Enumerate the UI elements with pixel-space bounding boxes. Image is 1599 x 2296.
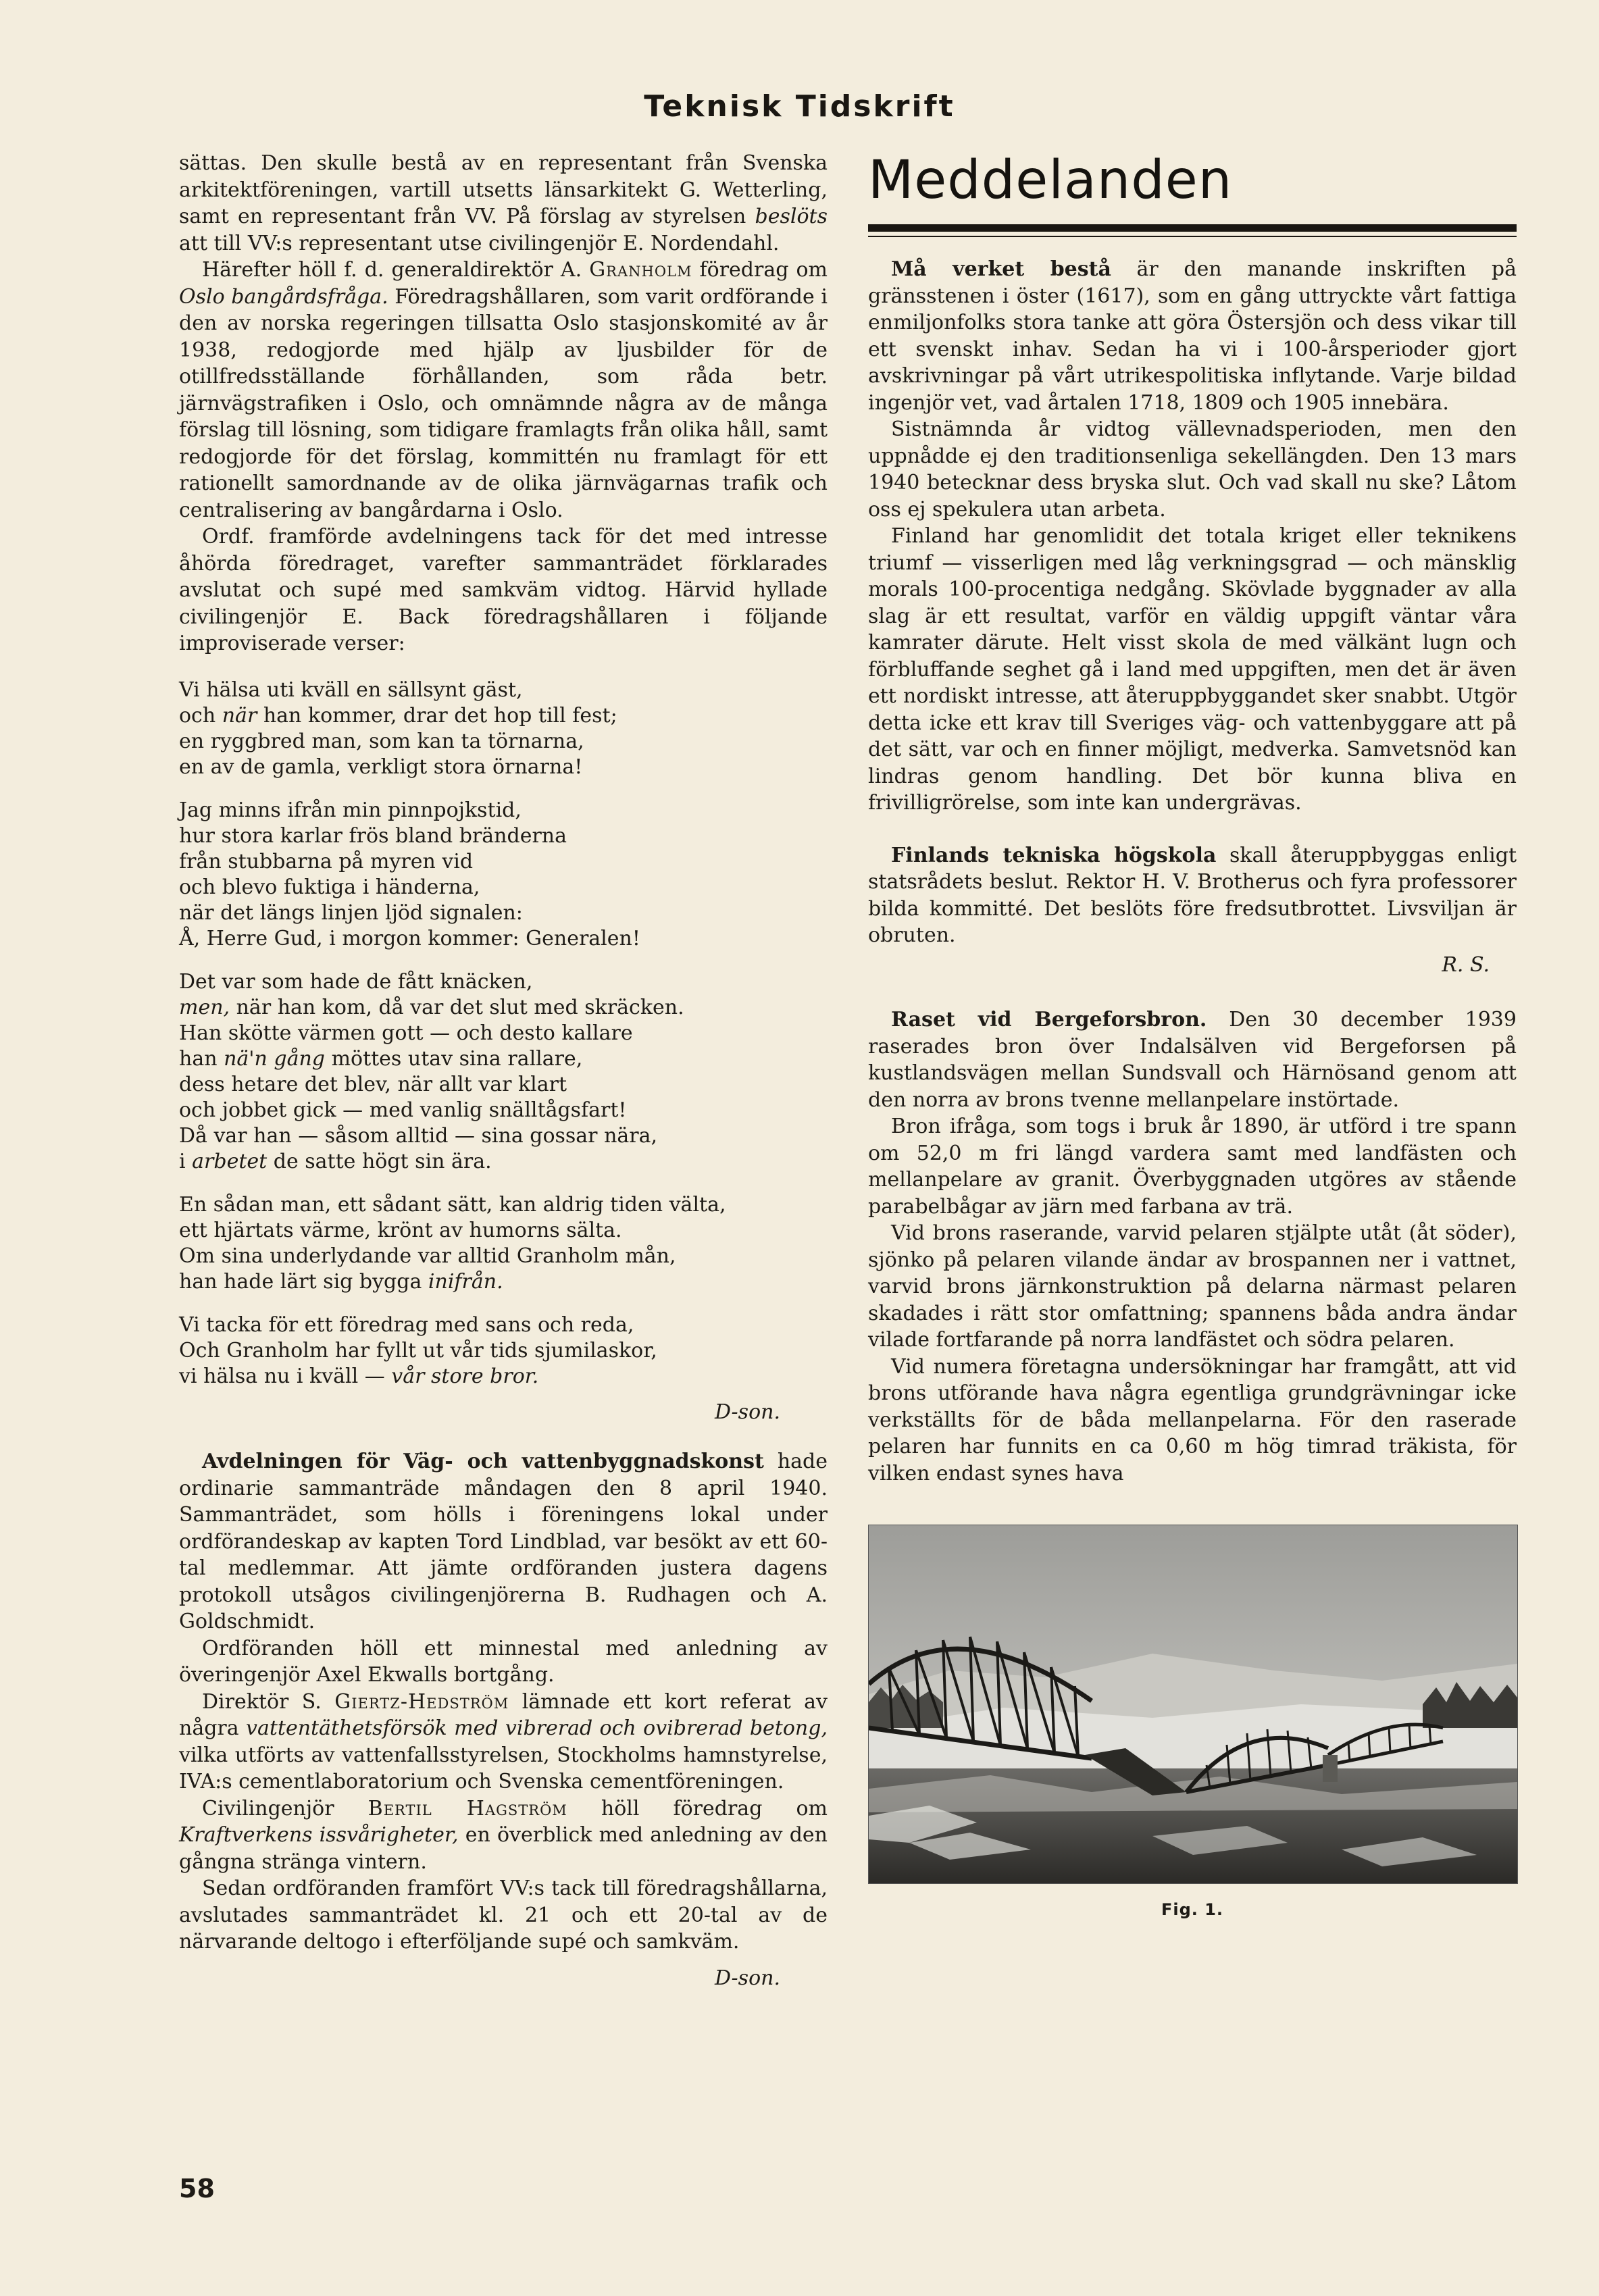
poem-line: en ryggbred man, som kan ta törnarna, xyxy=(179,729,584,753)
poem-line: Vi hälsa uti kväll en sällsynt gäst, xyxy=(179,678,523,702)
signature: R. S. xyxy=(1442,952,1490,977)
poem-line: Då var han — såsom alltid — sina gossar nära, xyxy=(179,1123,658,1148)
poem xyxy=(179,678,828,1389)
poem-stanza xyxy=(179,798,828,952)
poem-line: hur stora karlar frös bland bränderna xyxy=(179,823,567,848)
poem-line: Vi tacka för ett föredrag med sans och reda, xyxy=(179,1312,634,1337)
paragraph: Avdelningen för Väg- och vattenbyggnadskonst hade ordinarie sammanträde måndagen den 8 april 1940. Sammanträdet, som hölls i föreningens lokal under ordförandeskap av kapten Tord Lindblad, var besökt av ett 60-tal medlemmar. Att jämte ordföranden justera dagens protokoll utsågos civilingenjörerna B. Rudhagen och A. Goldschmidt. xyxy=(179,1450,828,1633)
poem-line: när det längs linjen ljöd signalen: xyxy=(179,900,523,925)
paragraph: Finland har genomlidit det totala kriget eller teknikens triumf — visserligen med låg verkningsgrad — och mänsklig morals 100-procentiga nedgång. Skövlade byggnader av alla slag är ett resultat, varför en väldig uppgift väntar våra kamrater därute. Helt visst skola de med välkänt lugn och förbluffande seghet gå i land med uppgiften, men det är även ett nordiskt intresse, att återuppbyggandet sker snabbt. Utgör detta icke ett krav till Sveriges väg- och vattenbyggare att på det sätt, var och en finner möjligt, medverka. Samvetsnöd kan lindras genom handling. Det bör kunna bliva en frivilligrörelse, som inte kan undergrävas. xyxy=(868,524,1517,815)
page-number: 58 xyxy=(179,2174,215,2203)
paragraph: Ordföranden höll ett minnestal med anledning av överingenjör Axel Ekwalls bortgång. xyxy=(179,1636,828,1687)
paragraph: Finlands tekniska högskola skall återuppbyggas enligt statsrådets beslut. Rektor H. V. Brotherus och fyra professorer bilda kommitté. Det beslöts före fredsutbrottet. Livsviljan är obruten. xyxy=(868,843,1517,947)
poem-line: Å, Herre Gud, i morgon kommer: Generalen! xyxy=(179,926,640,950)
bridge-collapse-photo xyxy=(868,1525,1518,1884)
poem-line: dess hetare det blev, när allt var klart xyxy=(179,1072,567,1096)
right-column xyxy=(868,150,1517,1919)
poem-line: och jobbet gick — med vanlig snälltågsfart! xyxy=(179,1098,627,1122)
poem-stanza xyxy=(179,678,828,780)
paragraph: Direktör S. Giertz-Hedström lämnade ett kort referat av några vattentäthetsförsök med vibrerad och ovibrerad betong, vilka utförts av vattenfallsstyrelsen, Stockholms hamnstyrelse, IVA:s cementlaboratorium och Svenska cementföreningen. xyxy=(179,1689,828,1793)
paragraph: Härefter höll f. d. generaldirektör A. Granholm föredrag om Oslo bangårdsfråga. Föredragshållaren, som varit ordförande i den av norska regeringen tillsatta Oslo stasjonskomité av år 1938, redogjorde med hjälp av ljusbilder för de otillfredsställande förhållanden, som råda betr. järnvägstrafiken i Oslo, och omnämnde några av de många förslag till lösning, som tidigare framlagts från olika håll, samt redogjorde för det förslag, kommittén nu framlagt för ett rationellt samordnande av de olika järnvägarnas trafik och centralisering av bangårdarna i Oslo. xyxy=(179,258,828,522)
paragraph: Vid brons raserande, varvid pelaren stjälpte utåt (åt söder), sjönko på pelaren vilande ändar av brospannen ner i vattnet, varvid brons järnkonstruktion på delarna närmast pelaren skadades i rätt stor omfattning; spannens båda andra ändar vilade fortfarande på norra landfästet och södra pelaren. xyxy=(868,1221,1517,1352)
paragraph: Må verket bestå är den manande inskriften på gränsstenen i öster (1617), som en gång uttryckte vårt fattiga enmiljonfolks stora tanke att göra Östersjön och dess vikar till ett svenskt inhav. Sedan ha vi i 100-årsperioder gjort avskrivningar på vårt utrikespolitiska inflytande. Varje bildad ingenjör vet, vad årtalen 1718, 1809 och 1905 innebära. xyxy=(868,257,1517,415)
poem-line: Om sina underlydande var alltid Granholm mån, xyxy=(179,1244,676,1268)
poem-stanza xyxy=(179,969,828,1175)
poem-line: Och Granholm har fyllt ut vår tids sjumilaskor, xyxy=(179,1338,657,1362)
poem-line: vi hälsa nu i kväll — vår store bror. xyxy=(179,1364,539,1388)
paragraph: Sistnämnda år vidtog vällevnadsperioden, men den uppnådde ej den traditionsenliga sekellängden. Den 13 mars 1940 betecknar dess bryska slut. Och vad skall nu ske? Låtom oss ej spekulera utan arbeta. xyxy=(868,417,1517,521)
poem-line: från stubbarna på myren vid xyxy=(179,849,474,873)
poem-stanza xyxy=(179,1312,828,1389)
figure-caption: Fig. 1. xyxy=(1161,1900,1224,1919)
poem-line: i arbetet de satte högt sin ära. xyxy=(179,1149,492,1173)
poem-line: han nä'n gång möttes utav sina rallare, xyxy=(179,1046,583,1071)
poem-line: ett hjärtats värme, krönt av humorns sälta. xyxy=(179,1218,622,1242)
poem-line: och blevo fuktiga i händerna, xyxy=(179,875,480,899)
poem-line: och när han kommer, drar det hop till fest; xyxy=(179,703,617,728)
paragraph: sättas. Den skulle bestå av en representant från Svenska arkitektföreningen, vartill utsetts länsarkitekt G. Wetterling, samt en representant från VV. På förslag av styrelsen beslöts att till VV:s representant utse civilingenjör E. Nordendahl. xyxy=(179,151,828,255)
signature: D-son. xyxy=(714,1966,780,1990)
poem-line: Jag minns ifrån min pinnpojkstid, xyxy=(179,798,522,822)
left-column xyxy=(179,150,828,1991)
paragraph: Civilingenjör Bertil Hagström höll föredrag om Kraftverkens issvårigheter, en överblick med anledning av den gångna stränga vintern. xyxy=(179,1796,828,1874)
poem-line: Han skötte värmen gott — och desto kallare xyxy=(179,1021,633,1045)
paragraph: Raset vid Bergeforsbron. Den 30 december 1939 raserades bron över Indalsälven vid Bergeforsen på kustlandsvägen mellan Sundsvall och Härnösand genom att den norra av brons tvenne mellanpelare instörtade. xyxy=(868,1008,1517,1112)
title-rule-thin xyxy=(868,236,1517,237)
poem-stanza xyxy=(179,1192,828,1295)
paragraph: Ordf. framförde avdelningens tack för det med intresse åhörda föredraget, varefter sammanträdet förklarades avslutat och supé med samkväm vidtog. Härvid hyllade civilingenjör E. Back föredragshållaren i följande improviserade verser: xyxy=(179,525,828,655)
journal-header: Teknisk Tidskrift xyxy=(644,89,955,124)
poem-line: han hade lärt sig bygga inifrån. xyxy=(179,1269,503,1294)
paragraph: Sedan ordföranden framfört VV:s tack till föredragshållarna, avslutades sammanträdet kl. 21 och ett 20-tal av de närvarande deltogo i efterföljande supé och samkväm. xyxy=(179,1877,828,1954)
bridge-photo-drawing xyxy=(869,1525,1517,1883)
section-title: Meddelanden xyxy=(868,150,1233,211)
poem-line: Det var som hade de fått knäcken, xyxy=(179,969,533,994)
poem-line: En sådan man, ett sådant sätt, kan aldrig tiden välta, xyxy=(179,1192,726,1217)
paragraph: Vid numera företagna undersökningar har framgått, att vid brons utförande hava några egentliga grundgrävningar icke verkställts för de båda mellanpelarna. För den raserade pelaren har funnits en ca 0,60 m hög timrad träkista, för vilken endast synes hava xyxy=(868,1354,1517,1485)
signature: D-son. xyxy=(714,1400,780,1424)
poem-line: en av de gamla, verkligt stora örnarna! xyxy=(179,755,583,779)
poem-line: men, när han kom, då var det slut med skräcken. xyxy=(179,995,684,1019)
title-rule-thick xyxy=(868,224,1517,232)
paragraph: Bron ifråga, som togs i bruk år 1890, är utförd i tre spann om 52,0 m fri längd vardera samt med landfästen och mellanpelare av granit. Överbyggnaden utgöres av stående parabelbågar av järn med farbana av trä. xyxy=(868,1115,1517,1219)
